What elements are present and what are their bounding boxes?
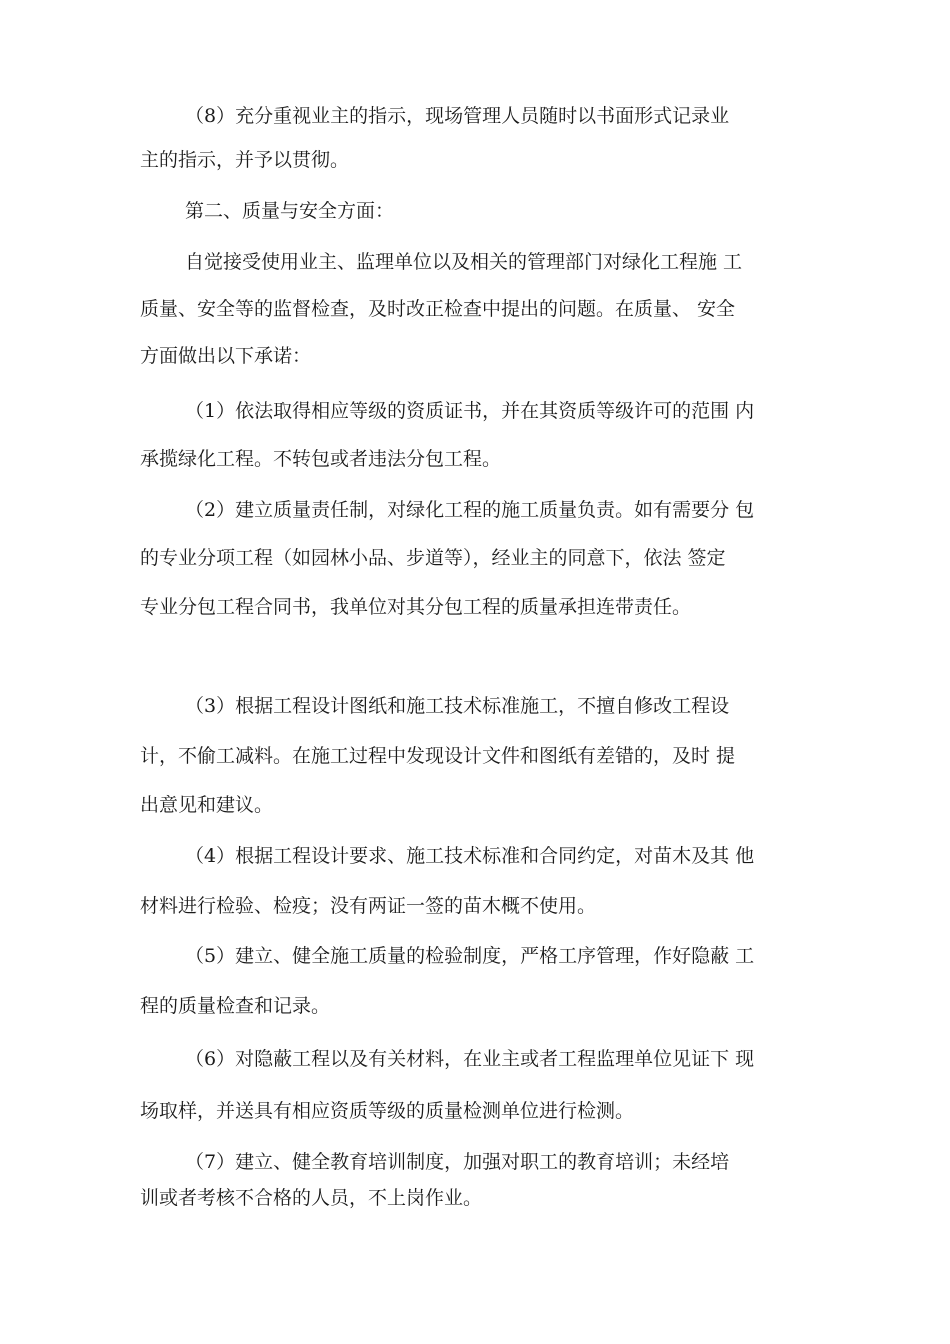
intro-line-3: 方面做出以下承诺： (140, 345, 312, 367)
para-3-line-2: 计，不偷工减料。在施工过程中发现设计文件和图纸有差错的，及时 提 (140, 745, 736, 767)
intro-line-1: 自觉接受使用业主、监理单位以及相关的管理部门对绿化工程施 工 (185, 251, 743, 273)
para-1-line-2: 承揽绿化工程。不转包或者违法分包工程。 (140, 448, 502, 470)
para-4-line-2: 材料进行检验、检疫；没有两证一签的苗木概不使用。 (140, 895, 597, 917)
para-5-line-1: （5）建立、健全施工质量的检验制度，严格工序管理，作好隐蔽 工 (185, 945, 755, 967)
para-3-line-1: （3）根据工程设计图纸和施工技术标准施工，不擅自修改工程设 (185, 695, 730, 717)
para-7-line-2: 训或者考核不合格的人员，不上岗作业。 (140, 1187, 483, 1209)
para-1-line-1: （1）依法取得相应等级的资质证书，并在其资质等级许可的范围 内 (185, 400, 755, 422)
para-4-line-1: （4）根据工程设计要求、施工技术标准和合同约定，对苗木及其 他 (185, 845, 755, 867)
para-2-line-3: 专业分包工程合同书，我单位对其分包工程的质量承担连带责任。 (140, 596, 692, 618)
para-7-line-1: （7）建立、健全教育培训制度，加强对职工的教育培训；未经培 (185, 1151, 730, 1173)
para-2-line-2: 的专业分项工程（如园林小品、步道等），经业主的同意下，依法 签定 (140, 547, 726, 569)
para-5-line-2: 程的质量检查和记录。 (140, 995, 331, 1017)
para-6-line-1: （6）对隐蔽工程以及有关材料，在业主或者工程监理单位见证下 现 (185, 1048, 755, 1070)
para-3-line-3: 出意见和建议。 (140, 794, 274, 816)
para-6-line-2: 场取样，并送具有相应资质等级的质量检测单位进行检测。 (140, 1100, 635, 1122)
intro-line-2: 质量、安全等的监督检查，及时改正检查中提出的问题。在质量、 安全 (140, 298, 736, 320)
section-heading: 第二、质量与安全方面： (185, 200, 395, 222)
para-2-line-1: （2）建立质量责任制，对绿化工程的施工质量负责。如有需要分 包 (185, 499, 755, 521)
para-8-line-2: 主的指示，并予以贯彻。 (140, 149, 350, 171)
para-8-line-1: （8）充分重视业主的指示，现场管理人员随时以书面形式记录业 (185, 105, 730, 127)
